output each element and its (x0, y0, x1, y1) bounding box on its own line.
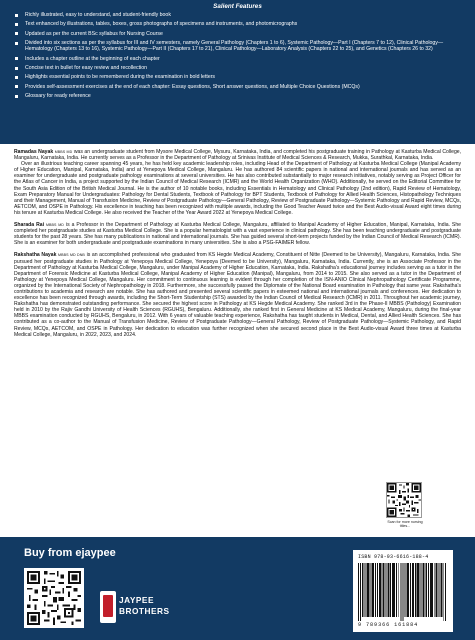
feature-item: Glossary for ready reference (14, 93, 461, 99)
ejaypee-qr-code[interactable] (24, 568, 84, 628)
qr-code-icon (387, 483, 421, 517)
buy-link[interactable]: Buy from ejaypee (24, 547, 116, 559)
salient-features-list (14, 12, 461, 99)
barcode-digits: 9 789366 161884 (358, 622, 419, 628)
salient-features-title: Salient Features (213, 3, 262, 10)
bio-paragraph: Over an illustrious teaching career spanning 45 years, he has held key academic leadership roles, including Head of the Department of Pathology at Kasturba Medical College (Manipal Academy of Higher Education, Manipal, Karnataka, India) and at Yenepoya Medical College, Mangaluru. He has authored 84 scientific papers in national and international journals and has served as an examiner for undergraduate and postgraduate pathology examinations at several universities. He has also contributed substantially to major research initiatives, notably serving as Project Officer for the Atlas of Cancer in India, a project supported by the Indian Council of Medical Research (ICMR) and the World Health Organization (WHO). Additionally, he served on the Editorial Committee for the South Asia Edition of the British Medical Journal. He is the author of 10 notable books, including Essentials in Hematology and Clinical Pathology (2nd edition), Rapid Review of Hematology, Exam Preparatory Manual for Undergraduates: Pathology for Dental Students, Textbook of Pathology for BPT Students, Textbook of Pathology for Allied Health Sciences, Histopathology Techniques and their Management, Manual of Transfusion Medicine, Review of Postgraduate Pathology—General Pathology, Review of Postgraduate Pathology—Systemic Pathology and Rapid Review, MCQs, AETCOM, and OSPE in Pathology. His excellence in teaching has been recognized with multiple awards, including the Good Teacher Award twice and the Best Audio-visual Award eight times during his tenure at Kasturba Medical College. He also received the Teacher of the Year Award 2022 at Yenepoya Medical College. (14, 161, 461, 216)
feature-item: Richly illustrated, easy to understand, and student-friendly book (14, 12, 461, 18)
author-bio-sharada-rai (14, 222, 461, 246)
author-bio-rakshatha-nayak (14, 252, 461, 337)
author-credentials: MBBS MD (54, 150, 73, 154)
publisher-logo (100, 589, 168, 633)
feature-item: Highlights essential points to be remembered during the examination in bold letters (14, 74, 461, 80)
bio-text: is a Professor in the Department of Pathology at Kasturba Medical College, Mangaluru, affiliated to Manipal Academy of Higher Education, Manipal, Karnataka, India. She completed her postgraduate studies at Kasturba Medical College. She is a popular hematologist with a vast experience in clinical pathology. She has been teaching undergraduate and postgraduate students for the past 28 years. She has many publications in national and international journals. She has guided several short-term projects funded by the Indian Council of Medical Research (ICMR). She is an examiner for both undergraduate and postgraduate examinations in many universities. She is also a PSG-FAIMER fellow. (14, 222, 461, 247)
bio-text: is an accomplished professional who graduated from KS Hegde Medical Academy, Constituent of Nitte (Deemed to be University), Mangaluru, Karnataka, India. She pursued her postgraduate studies in Pathology at Yenepoya Medical College, Yenepoya (Deemed to be University), Mangaluru, Karnataka, India. Currently, she is an Associate Professor in the Department of Pathology at Kasturba Medical College, Mangaluru, under Manipal Academy of Higher Education, Karnataka, India. Rakshatha's educational journey includes serving as a tutor in the Department of Forensic Medicine at Kasturba Medical College, Manipal Academy of Higher Education (Manipal), Mangaluru, from 2014 to 2015. She also served as a tutor in the Department of Pathology at Yenepoya Medical College, Mangaluru. Her commitment to continuous learning is evident through her completion of the ISN-ANIO Clinical Nephropathology Certificate Programme, organized by the International Society of Nephropathology in 2018. Furthermore, she successfully passed the Diplomate of the National Board examination in Pathology that same year. Rakshatha's contributions to academia and research are notable. She has authored and presented several scientific papers in esteemed national and international journals and conferences. Her dedication to excellence has been recognized through awards, including the Short-Term Studentship (STS) awarded by the Indian Council of Medical Research (ICMR) in 2011. Throughout her academic journey, Rakshatha has demonstrated outstanding performance. She secured the highest score in Pathology at KS Hegde Medical Academy. She ranked 3rd in the Phase-II MBBS (Pathology) Examination held in 2010 by the Rajiv Gandhi University of Health Sciences (RGUHS), Bengaluru. Additionally, she ranked first in General Medicine at KS Medical Academy, Mangaluru, during the final-year MBBS examination conducted by RGUHS, Bengaluru, in 2012. With 6 years of valuable teaching experience, Rakshatha has taught students in Medical, Dental, and Allied Health Sciences. She has contributed as a co-author to the Manual of Transfusion Medicine, Review of Postgraduate Pathology—General Pathology, Review of Postgraduate Pathology—Systemic Pathology, and Rapid Review, MCQs, AETCOM, and OSPE in Pathology. Her dedication to education was further recognized when she secured second place in the Best Audio-visual Award three times at Kasturba Medical College, Mangaluru, in 2022, 2023, and 2024. (14, 252, 461, 338)
feature-item: Divided into six sections as per the syllabus for III and IV semesters, namely General Pathology (Chapters 1 to 6), Systemic Pathology—Part I (Chapters 7 to 12), Clinical Pathology—Hematology (Chapters 13 to 16), Systemic Pathology—Part II (Chapters 17 to 21), Clinical Pathology—Laboratory Analysis (Chapters 22 to 25), and Genetics (Chapters 26 to 32) (14, 40, 461, 52)
jaypee-logo-icon (100, 591, 116, 623)
salient-features-panel (0, 0, 475, 144)
author-credentials: MBBS MD (45, 223, 64, 228)
bio-paragraph (14, 222, 461, 246)
scan-note: Scan for more nursing titles... (387, 520, 423, 529)
author-name: Ramadas Nayak (14, 149, 54, 155)
isbn-text: ISBN 978-93-6616-188-4 (358, 554, 429, 560)
author-name: Sharada Rai (14, 222, 44, 229)
publisher-name-line2: BROTHERS (119, 606, 170, 616)
feature-item: Provides self-assessment exercises at the end of each chapter: Essay questions, Short answer questions, and Multiple Choice Questions (MCQs) (14, 84, 461, 90)
feature-item: Text enhanced by illustrations, tables, boxes, gross photographs of specimens and instruments, and photomicrographs (14, 21, 461, 27)
feature-item: Updated as per the current BSc syllabus for Nursing Course (14, 31, 461, 37)
author-bio-ramadas-nayak (14, 149, 461, 216)
feature-item: Concise text in bullet for easy review and recollection (14, 65, 461, 71)
barcode-icon (358, 563, 448, 621)
bio-paragraph (14, 149, 461, 161)
author-name: Rakshatha Nayak (14, 252, 57, 259)
author-bios (14, 149, 461, 344)
bio-paragraph (14, 252, 461, 337)
publisher-name-line1: JAYPEE (119, 595, 154, 605)
isbn-barcode (353, 550, 453, 632)
bio-text: was an undergraduate student from Mysore Medical College, Mysuru, Karnataka, India, and completed his postgraduate training in Pathology at Kasturba Medical College, Mangaluru, Karnataka, India. He currently serves as a Professor in the Department of Pathology at Srinivas Institute of Medical Sciences & Research, Mukka, Surathkal, Karnataka, India. (14, 149, 462, 162)
nursing-titles-qr-code[interactable] (386, 482, 422, 518)
qr-code-icon (27, 571, 81, 625)
back-cover-footer (0, 537, 475, 640)
feature-item: Includes a chapter outline at the beginning of each chapter (14, 56, 461, 62)
author-credentials: MBBS MD DNB (58, 253, 85, 258)
